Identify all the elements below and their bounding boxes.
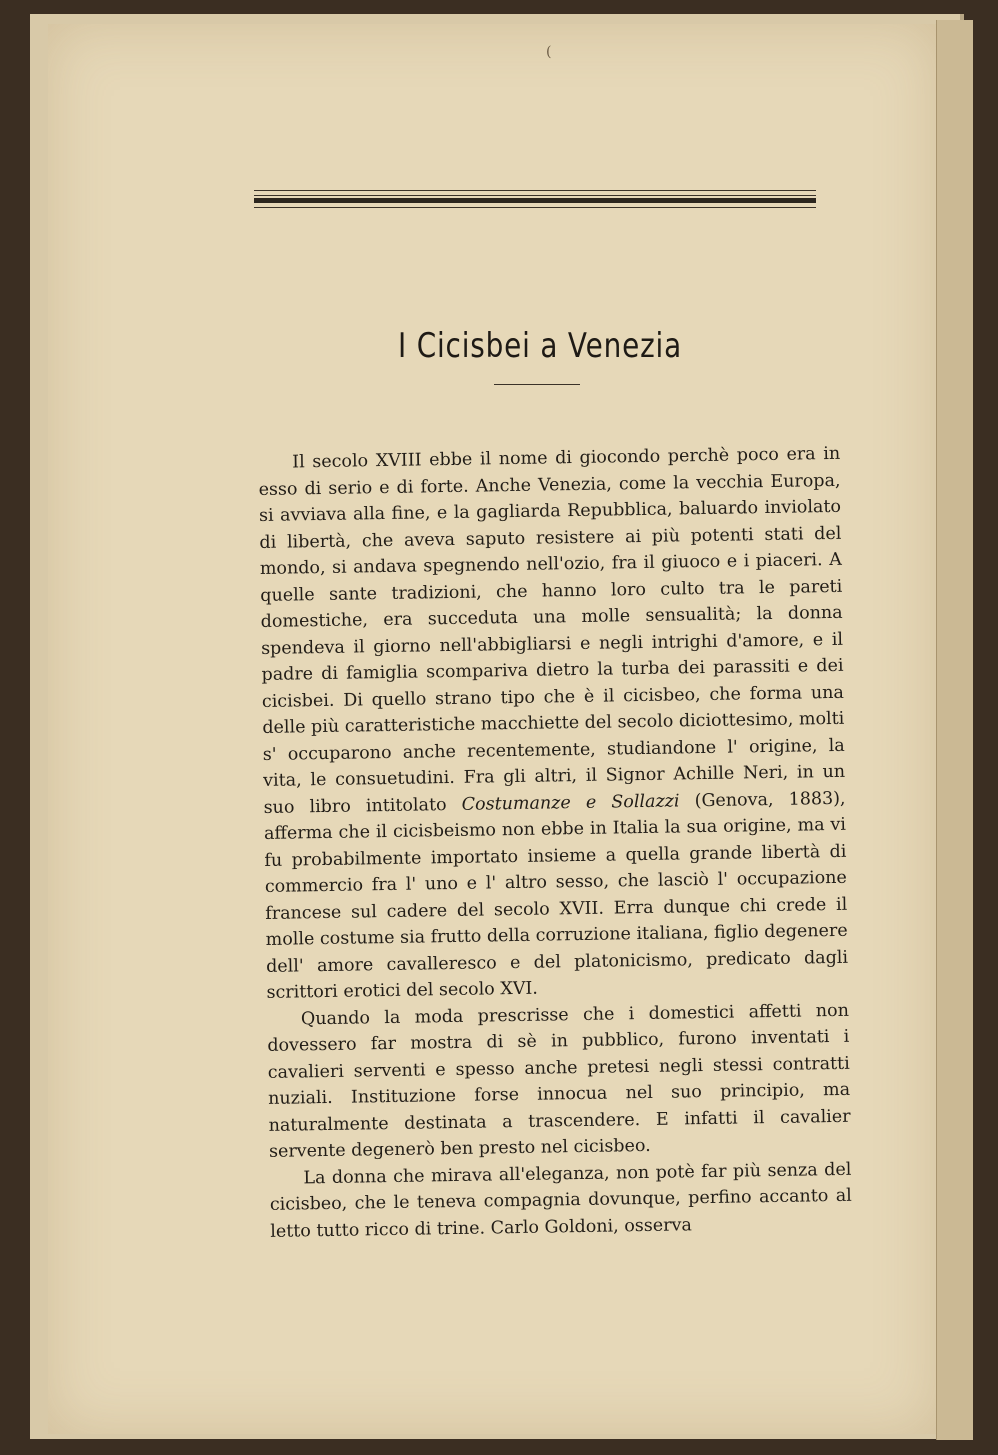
body-text: [258, 441, 852, 1245]
paragraph-1-part-a: Il secolo XVIII ebbe il nome di giocondo perchè poco era in esso di serio e di forte. Anche Venezia, come la vecchia Europa, si avviava alla fine, e la gagliarda Repubblica, baluardo inviolato di libertà, che aveva saputo resistere ai più potenti stati del mondo, si andava spegnendo nell'ozio, fra il giuoco e i piaceri. A quelle sante tradizioni, che hanno loro culto tra le pareti domestiche, era succeduta una molle sensualità; la donna spendeva il giorno nell'abbigliarsi e negli intrighi d'amore, e il padre di famiglia scompariva dietro la turba dei parassiti e dei cicisbei. Di quello strano tipo che è il cicisbeo, che forma una delle più caratteristiche macchiette del secolo diciottesimo, molti s' occuparono anche recentemente, studiandone l' origine, la vita, le consuetudini. Fra gli altri, il Signor Achille Neri, in un suo libro intitolato: [258, 443, 846, 818]
paragraph-3: La donna che mirava all'eleganza, non potè far più senza del cicisbeo, che le teneva compagnia dovunque, perfino accanto al letto tutto ricco di trine. Carlo Goldoni, osserva: [269, 1159, 852, 1242]
title-underline: [494, 384, 580, 385]
header-rule-thin: [254, 207, 816, 208]
paragraph-1: [258, 441, 849, 1007]
paragraph-1-part-b: (Genova, 1883), afferma che il cicisbeismo non ebbe in Italia la sua origine, ma vi fu probabilmente importato insieme a quella grande libertà di commercio fra l' uno e l' altro sesso, che lasciò l' occupazione francese sul cadere del secolo XVII. Erra dunque chi crede il molle costume sia frutto della corruzione italiana, figlio degenere dell' amore cavalleresco e del platonicismo, predicato dagli scrittori erotici del secolo XVI.: [263, 788, 849, 1003]
paragraph-2: Quando la moda prescrisse che i domestici affetti non dovessero far mostra di sè in pubblico, furono inventati i cavalieri serventi e spesso anche pretesi negli stessi contratti nuziali. Instituzione forse innocua nel suo principio, ma naturalmente destinata a trascendere. E infatti il cavalier servente degenerò ben presto nel cicisbeo.: [267, 1000, 851, 1162]
header-rule-thick: [254, 198, 816, 203]
book-title-italic: Costumanze e Sollazzi: [461, 790, 680, 815]
header-rule-double: [254, 190, 816, 196]
top-mark: (: [546, 44, 552, 60]
chapter-title: I Cicisbei a Venezia: [397, 326, 683, 366]
facing-page-edge: [936, 20, 973, 1440]
